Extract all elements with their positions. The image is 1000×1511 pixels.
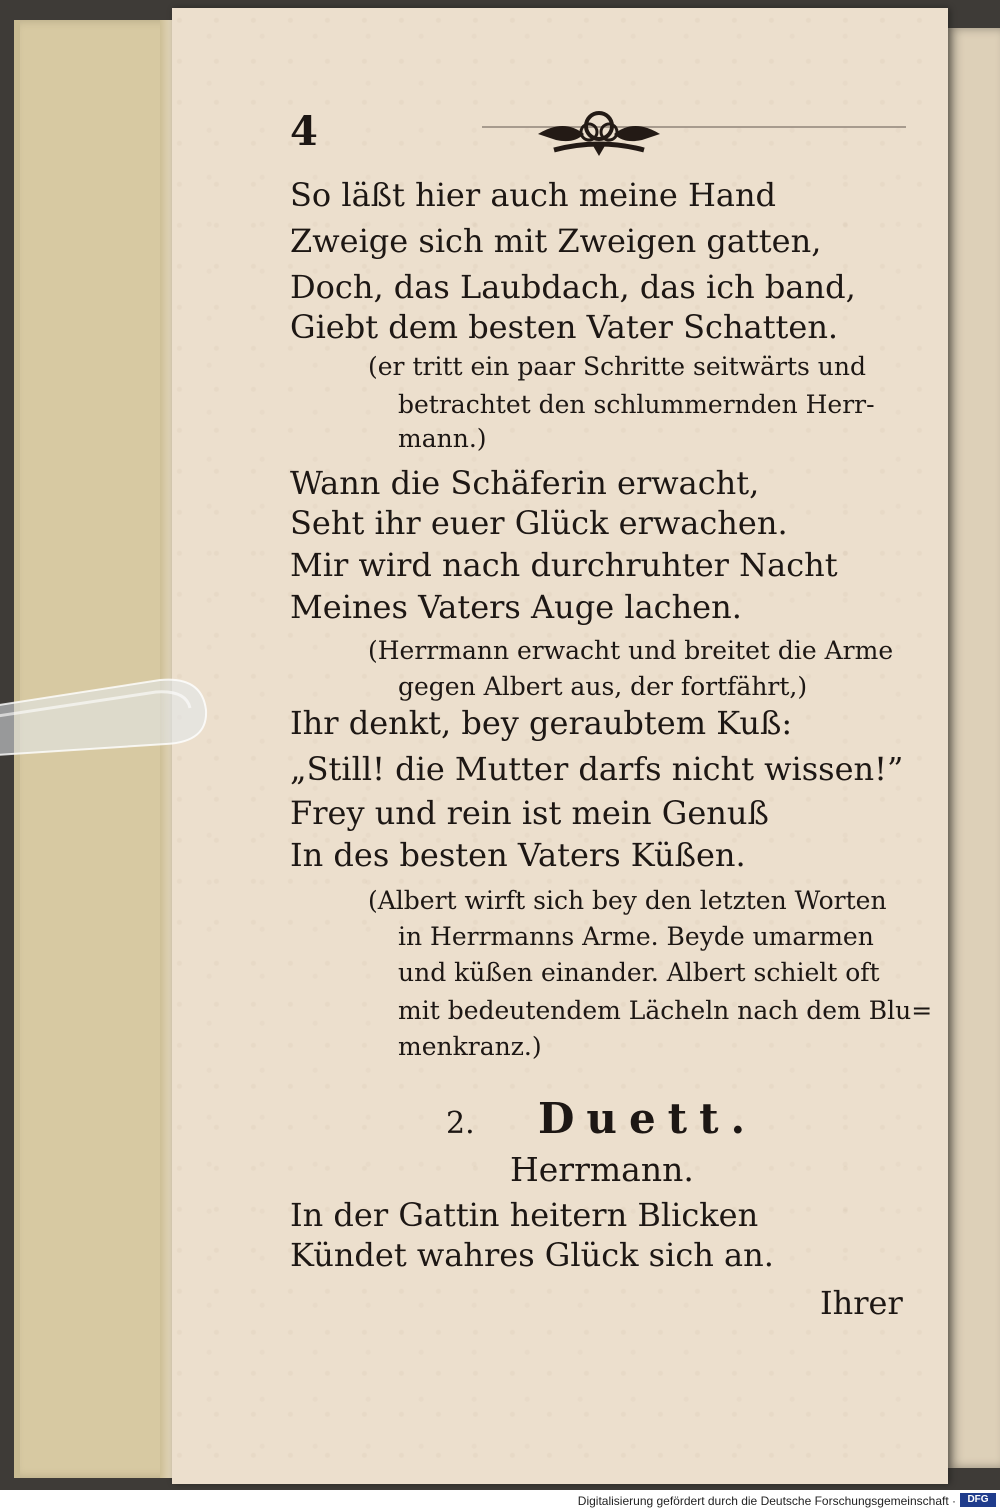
verse-line: „Still! die Mutter darfs nicht wissen!” [290,750,904,788]
flower-ornament-icon [534,104,664,158]
verse-line: Meines Vaters Auge lachen. [290,588,742,626]
verse-line: So läßt hier auch meine Hand [290,176,777,214]
section-number: 2. [446,1106,475,1141]
stage-direction-line: und küßen einander. Albert schielt oft [398,958,880,987]
speaker-name: Herrmann. [510,1150,694,1189]
verse-line: Kündet wahres Glück sich an. [290,1236,774,1274]
stage-direction-line: (Albert wirft sich bey den letzten Worten [368,886,887,915]
verse-line: Wann die Schäferin erwacht, [290,464,760,502]
verse-line: Doch, das Laubdach, das ich band, [290,268,856,306]
dfg-logo: DFG [960,1493,996,1507]
verse-line: Zweige sich mit Zweigen gatten, [290,222,822,260]
section-title: Duett. [538,1094,758,1143]
verse-line: Mir wird nach durchruhter Nacht [290,546,838,584]
stage-direction-line: betrachtet den schlummernden Herr- [398,390,875,419]
stage-direction-line: gegen Albert aus, der fortfährt,) [398,672,808,701]
verse-line: Seht ihr euer Glück erwachen. [290,504,788,542]
verse-line: Frey und rein ist mein Genuß [290,794,769,832]
verse-line: Ihr denkt, bey geraubtem Kuß: [290,704,793,742]
stage-direction-line: (Herrmann erwacht und breitet die Arme [368,636,894,665]
page-holder-spatula [0,668,225,756]
funding-credit: Digitalisierung gefördert durch die Deutsche Forschungsgemeinschaft · [577,1494,956,1508]
verse-line: In der Gattin heitern Blicken [290,1196,759,1234]
stage-direction-line: mann.) [398,424,487,453]
stage-direction-line: in Herrmanns Arme. Beyde umarmen [398,922,874,951]
stage-direction-line: menkranz.) [398,1032,542,1061]
page-number: 4 [290,108,318,155]
catchword: Ihrer [820,1284,903,1322]
next-page-edge [948,28,1000,1468]
verse-line: In des besten Vaters Küßen. [290,836,746,874]
stage-direction-line: mit bedeutendem Lächeln nach dem Blu= [398,996,933,1025]
verse-line: Giebt dem besten Vater Schatten. [290,308,839,346]
stage-direction-line: (er tritt ein paar Schritte seitwärts und [368,352,866,381]
